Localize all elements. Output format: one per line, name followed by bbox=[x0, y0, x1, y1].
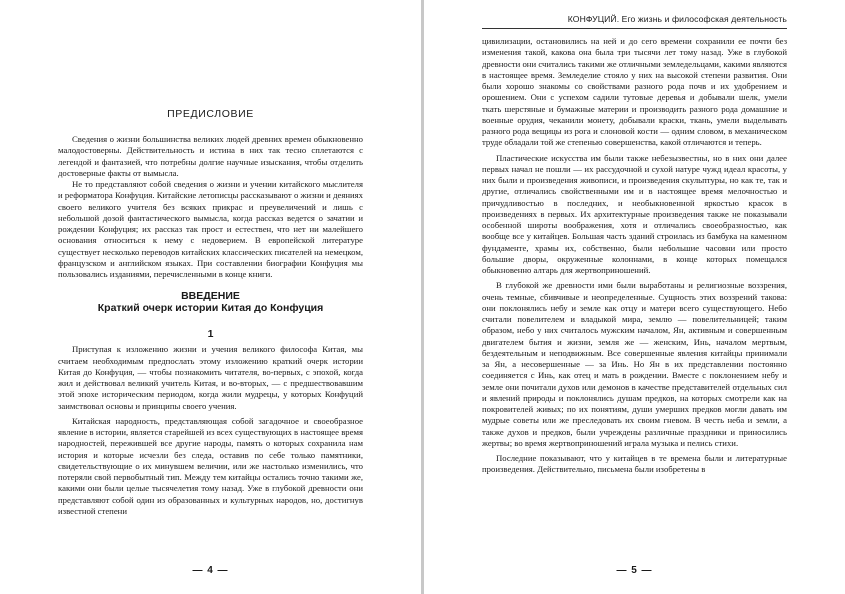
right-paragraph-2: Пластические искусства им были также небезызвестны, но в них они далее первых начал не пошли — их рассудочной и сухой натуре чужд идеал красоты, у них были и произведения живописи, и произведения скульптуры, но как те, так и другие, отличались свойственными им и в настоящее время мелочностью и причудливостью в последних, и необыкновенной яркостью красок в произведениях в первых. Их архитектурные произведения также не показывали особенной широты воображения, хотя и отличались своеобразностью, как вообще все у китайцев. Большая часть зданий строилась из бамбука на каменном фундаменте, храмы их, собственно, были небольшие часовни или просто большие дворы, окруженные колоннами, в конце которых помещался обыкновенно алтарь для жертвоприношений. bbox=[482, 152, 787, 275]
right-paragraph-1: цивилизации, остановились на ней и до сего времени сохранили ее почти без изменения такой, какова она была три тысячи лет тому назад. Уже в глубокой древности они считались такими же отличными земледельцами, какими являются в настоящее время. Земледелие стояло у них на высокой степени развития. Они были хорошо знакомы со свойствами разного рода почв и их удобрением и орошением. Они с успехом садили тутовые деревья и добывали шелк, умели ткать шерстяные и бумажные материи и производить разного рода домашние и военные орудия, чеканили монету, добывали краски, ткань, умели выделывать разного рода вещицы из рога и слоновой кости — одним словом, в механическом труде обладали той же степенью совершенства, какой отличаются и теперь. bbox=[482, 36, 787, 148]
introduction-subtitle: Краткий очерк истории Китая до Конфуция bbox=[97, 302, 324, 315]
preface-heading: ПРЕДИСЛОВИЕ bbox=[167, 108, 254, 120]
page-number-left: — 4 — bbox=[192, 565, 229, 576]
chapter-paragraph-1: Приступая к изложению жизни и учения великого философа Китая, мы считаем необходимым предпослать этому изложению краткий очерк истории Китая до Конфуция, — чтобы познакомить читателя, во-первых, с эпохой, когда жил и действовал великий учитель Китая, и во-вторых, — с предшествовавшим этой эпохе историческим периодом, когда жили мудрецы, у которых Конфуций заимствовал основы и принципы своего учения. bbox=[58, 344, 363, 411]
chapter-number: 1 bbox=[207, 328, 214, 341]
preface-paragraph-1: Сведения о жизни большинства великих людей древних времен обыкновенно малодостоверны. Действительность и истина в них так тесно сплетаются с легендой и фантазией, что потребны долгие научные изыскания, чтобы отделить достоверные факты от вымысла. bbox=[58, 134, 363, 178]
preface-paragraph-2: Не то представляют собой сведения о жизни и учении китайского мыслителя и реформатора Конфуция. Китайские летописцы рассказывают о жизни и деяниях своего великого учителя без всяких прикрас и преувеличений и лишь с небольшой дозой фантастического вымысла, когда рассказ ведется о зачатии и рождении Конфуция; их рассказ так прост и естествен, что нет ни малейшего основания относиться к нему с недоверием. В европейской литературе существует несколько переводов китайских классических писателей на немецком, французском и английском языках. При составлении биографии Конфуция мы пользовались изданиями, перечисленными в конце книги. bbox=[58, 179, 363, 279]
running-head: КОНФУЦИЙ. Его жизнь и философская деятельность bbox=[482, 14, 787, 29]
chapter-paragraph-2: Китайская народность, представляющая собой загадочное и своеобразное явление в истории, является старейшей из всех существующих в настоящее время народностей, пережившей все другие народы, память о которых сохранила нам история и которые исчезли без следа, оставив по себе только памятники, свидетельствующие о их минувшем величии, или же настолько изменились, что потеряли свой первобытный тип. Между тем китайцы остались точно такими же, какими они были целые тысячелетия тому назад. Уже в глубокой древности они представляют собой один из образованных и культурных народов, но, достигнув известной степени bbox=[58, 415, 363, 516]
right-paragraph-3: В глубокой же древности ими были выработаны и религиозные воззрения, очень темные, сбивчивые и неопределенные. Сущность этих воззрений такова: они поклонялись небу и земле как отцу и матери всего существующего. Небо считали повелителем и владыкой мира, землю — повелительницей; таким образом, небо у них считалось мужским началом, Ян, активным и совершенным двигателем бытия и жизни, земля же — женским, Инь, началом мертвым, бездеятельным и неподвижным. Все совершенные явления китайцы принимали за Ян, а несовершенные — за Инь. Но Ян в их представлении постоянно соединяется с Инь, как отец и мать в рождении. Вместе с поклонением небу и земле они почитали духов или демонов в качестве представителей отдельных сил и явлений природы и поклонялись душам предков, на которых смотрели как на покровителей живых; по их понятиям, души умерших предков могли давать им мудрые советы или же преследовать их своим гневом. В честь неба и земли, а также духов и предков, были учреждены различные праздники и приносились жертвы; во время жертвоприношений играла музыка и пелись стихи. bbox=[482, 280, 787, 448]
right-page bbox=[424, 0, 845, 594]
left-page bbox=[0, 0, 421, 594]
left-page-content bbox=[58, 100, 363, 517]
introduction-title: ВВЕДЕНИЕ bbox=[181, 290, 240, 303]
page-number-right: — 5 — bbox=[616, 565, 653, 576]
introduction-heading bbox=[58, 290, 363, 314]
right-page-content bbox=[482, 36, 787, 476]
right-paragraph-4: Последние показывают, что у китайцев в те времена были и литературные произведения. Действительно, письмена были изобретены в bbox=[482, 453, 787, 475]
